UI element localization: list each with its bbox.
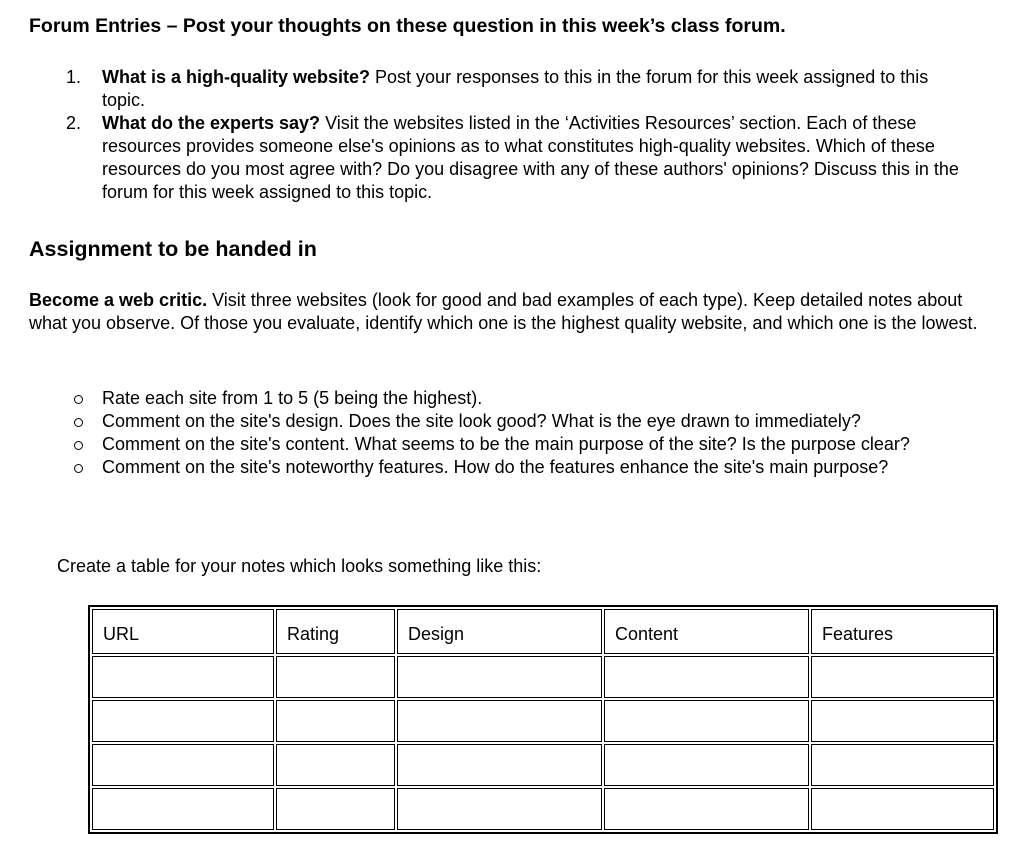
table-cell [276,700,395,742]
table-cell [811,656,994,698]
assignment-heading: Assignment to be handed in [29,237,317,261]
forum-entries-heading: Forum Entries – Post your thoughts on these question in this week’s class forum. [29,15,786,37]
hollow-bullet-icon [74,418,83,427]
table-row [92,744,994,786]
table-cell [397,700,602,742]
table-cell [604,788,809,830]
criteria-list [0,387,1000,479]
table-cell [92,744,274,786]
criteria-text: Comment on the site's noteworthy features. How do the features enhance the site's main purpose? [102,457,889,477]
criteria-text: Rate each site from 1 to 5 (5 being the highest). [102,388,483,408]
table-cell [397,744,602,786]
criteria-item [0,410,962,433]
column-header-features: Features [811,609,994,654]
question-text: Post your responses to this in the forum for this week assigned to this topic. [102,67,929,110]
criteria-text: Comment on the site's design. Does the site look good? What is the eye drawn to immediately? [102,411,861,431]
column-header-rating: Rating [276,609,395,654]
column-header-design: Design [397,609,602,654]
question-title: What do the experts say? [102,113,321,133]
question-title: What is a high-quality website? [102,67,371,87]
table-row [92,656,994,698]
assignment-paragraph [29,289,979,335]
criteria-item [0,433,962,456]
table-intro: Create a table for your notes which looks something like this: [57,556,542,576]
criteria-text: Comment on the site's content. What seems to be the main purpose of the site? Is the purpose clear? [102,434,910,454]
list-number: 2. [66,113,82,133]
table-cell [276,656,395,698]
question-text: Visit the websites listed in the ‘Activities Resources’ section. Each of these resources provides someone else's opinions as to what constitutes high-quality websites. Which of these resources do you most agree with? Do you disagree with any of these authors' opinions? Discuss this in the forum for this week assigned to this topic. [102,113,959,202]
criteria-item [0,456,962,479]
column-header-url: URL [92,609,274,654]
assignment-text: Visit three websites (look for good and bad examples of each type). Keep detailed notes about what you observe. Of those you evaluate, identify which one is the highest quality website, and which one is the lowest. [29,290,978,333]
table-cell [811,744,994,786]
table-cell [92,656,274,698]
table-cell [604,656,809,698]
forum-question-list [0,66,1000,204]
table-cell [92,700,274,742]
hollow-bullet-icon [74,441,83,450]
table-cell [397,656,602,698]
table-cell [276,788,395,830]
table-cell [92,788,274,830]
table-cell [604,700,809,742]
criteria-item [0,387,962,410]
hollow-bullet-icon [74,464,83,473]
table-cell [397,788,602,830]
list-number: 1. [66,67,82,87]
hollow-bullet-icon [74,395,83,404]
notes-table [88,605,998,834]
table-header-row [92,609,994,654]
forum-question-item [0,66,972,112]
table-cell [811,700,994,742]
assignment-lead: Become a web critic. [29,290,208,310]
table-row [92,700,994,742]
column-header-content: Content [604,609,809,654]
table-row [92,788,994,830]
table-cell [811,788,994,830]
table-cell [604,744,809,786]
forum-question-item [0,112,972,204]
table-cell [276,744,395,786]
